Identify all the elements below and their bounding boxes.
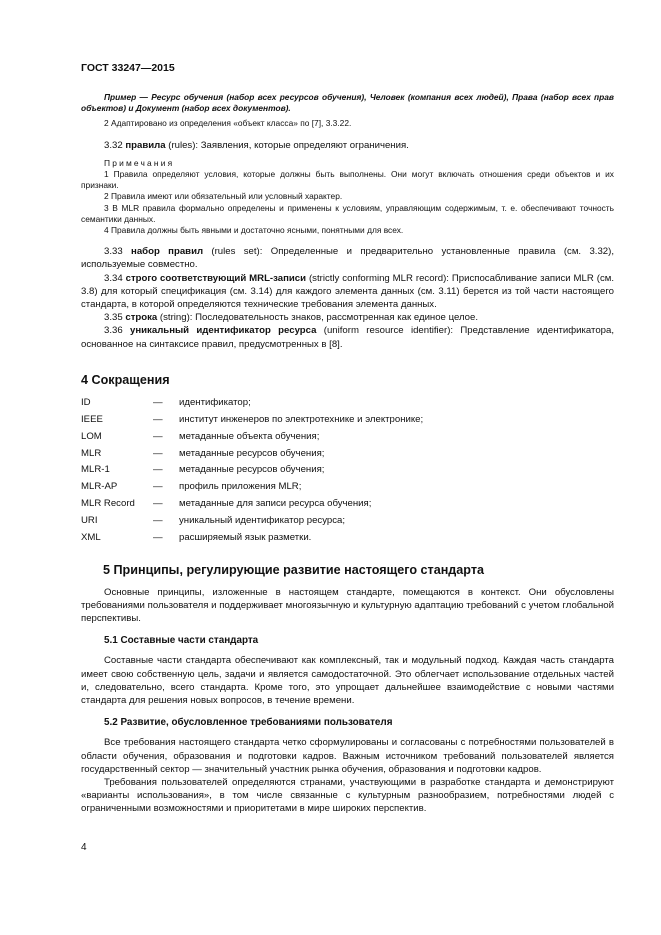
dash: —	[153, 396, 163, 408]
section-5-2-paragraph-1: Все требования настоящего стандарта четко сформулированы и согласованы с потребностями пользователей в области обучения, образования и подготовки кадров. Важным источником требований пользователей является государственный сектор — значительный участник рынка обучения, образования и подготовки кадров.	[81, 737, 614, 775]
adapted-note: 2 Адаптировано из определения «объект класса» по [7], 3.3.22.	[104, 118, 352, 129]
definition-body: (rules): Заявления, которые определяют ограничения.	[165, 139, 409, 151]
dash: —	[153, 430, 163, 442]
abbreviation-description: идентификатор;	[179, 396, 251, 408]
definition-body: (uniform resource identifier): Представление идентификатора, основанное на синтаксисе правил, предусмотренных в [8].	[81, 325, 614, 350]
section-5-intro: Основные принципы, изложенные в настоящем стандарте, помещаются в контекст. Они обусловлены требованиями пользователя и поддерживает многоязычную и культурную адаптацию требований с учетом глобальной перспективы.	[81, 586, 614, 625]
dash: —	[153, 447, 163, 459]
definition-term: набор правил	[131, 246, 204, 258]
table-row	[81, 498, 423, 515]
definition-number: 3.36	[104, 325, 123, 337]
table-row	[81, 448, 423, 465]
note-2: 2 Правила имеют или обязательный или условный характер.	[104, 191, 343, 202]
definition-3-35	[81, 311, 614, 324]
table-row	[81, 414, 423, 431]
section-5-2-title: 5.2 Развитие, обусловленное требованиями пользователя	[104, 717, 393, 729]
abbreviation-description: метаданные ресурсов обучения;	[179, 464, 325, 476]
definition-number: 3.32	[104, 139, 123, 151]
dash: —	[153, 413, 163, 425]
table-row	[81, 397, 423, 414]
abbreviation-description: метаданные для записи ресурса обучения;	[179, 498, 372, 510]
example-text: Пример — Ресурс обучения (набор всех ресурсов обучения), Человек (компания всех людей), Права (набор всех прав объектов) и Документ (набор всех документов).	[81, 92, 614, 114]
dash: —	[153, 464, 163, 476]
abbreviation: XML	[81, 531, 101, 543]
definition-3-33	[81, 245, 614, 271]
abbreviation-description: уникальный идентификатор ресурса;	[179, 515, 346, 527]
abbreviation-description: расширяемый язык разметки.	[179, 531, 312, 543]
abbreviation: MLR Record	[81, 498, 135, 510]
note-3: 3 В MLR правила формально определены и применены к условиям, управляющим содержимым, т. е. обеспечивают точность семантики данных.	[81, 202, 614, 224]
table-row	[81, 464, 423, 481]
definition-term: уникальный идентификатор ресурса	[130, 325, 317, 337]
abbreviation: IEEE	[81, 413, 103, 425]
section-5-title: 5 Принципы, регулирующие развитие настоящего стандарта	[103, 562, 484, 577]
definition-number: 3.34	[104, 272, 123, 284]
definition-body: (strictly conforming MLR record): Приспосабливание записи MLR (см. 3.8) для который спецификация (см. 3.14) для каждого элемента данных (см. 3.11) берется из той части настоящего стандарта, в которой определяются технические требования элемента данных.	[81, 272, 614, 311]
abbreviations-table	[81, 397, 423, 549]
definition-term: правила	[125, 139, 166, 151]
section-4-title: 4 Сокращения	[81, 372, 170, 387]
section-5-1-title: 5.1 Составные части стандарта	[104, 635, 259, 647]
note-1: 1 Правила определяют условия, которые должны быть выполнены. Они могут включать отношения среди объектов и их признаки.	[81, 169, 614, 191]
abbreviation: URI	[81, 515, 98, 527]
page-content	[81, 92, 614, 816]
abbreviation-description: метаданные ресурсов обучения;	[179, 447, 325, 459]
table-row	[81, 481, 423, 498]
document-code-header: ГОСТ 33247—2015	[81, 62, 175, 74]
definition-term: строка	[125, 312, 158, 324]
section-5-1-text: Составные части стандарта обеспечивают как комплексный, так и модульный подход. Каждая часть стандарта имеет свою собственную цель, задачи и является самодостаточной. Это облегчает использование отдельных частей и, следовательно, всего стандарта. Кроме того, это упрощает дальнейшее взаимодействие с новыми частями стандарта для решения новых вопросов, в течение времени.	[81, 655, 614, 707]
table-row	[81, 532, 423, 549]
definition-body: (rules set): Определенные и предварительно установленные правила (см. 3.32), используемые совместно.	[81, 246, 614, 271]
table-row	[81, 431, 423, 448]
table-row	[81, 515, 423, 532]
dash: —	[153, 515, 163, 527]
definition-number: 3.33	[104, 246, 123, 258]
abbreviation: MLR-1	[81, 464, 110, 476]
abbreviation: ID	[81, 396, 91, 408]
definition-3-36	[81, 324, 614, 350]
abbreviation-description: метаданные объекта обучения;	[179, 430, 320, 442]
definition-3-32	[81, 139, 614, 152]
dash: —	[153, 531, 163, 543]
section-5-2-paragraph-2: Требования пользователей определяются странами, участвующими в разработке стандарта и демонстрируют «варианты использования», в том числе связанные с культурным разнообразием, потребностями людей с ограниченными возможностями и приоритетами в мире широких перспектив.	[81, 776, 614, 815]
abbreviation: LOM	[81, 430, 102, 442]
notes-title: Примечания	[104, 157, 175, 168]
definition-term: строго соответствующий MRL-записи	[125, 272, 307, 284]
abbreviation: MLR	[81, 447, 102, 459]
dash: —	[153, 481, 163, 493]
abbreviation-description: институт инженеров по электротехнике и электронике;	[179, 413, 424, 425]
abbreviation-description: профиль приложения MLR;	[179, 481, 302, 493]
note-4: 4 Правила должны быть явными и достаточно ясными, понятными для всех.	[104, 225, 404, 236]
abbreviation: MLR-AP	[81, 481, 118, 493]
dash: —	[153, 498, 163, 510]
definition-number: 3.35	[104, 312, 123, 324]
definition-body: (string): Последовательность знаков, рассмотренная как единое целое.	[157, 312, 479, 324]
page-number: 4	[81, 842, 87, 853]
definition-3-34	[81, 272, 614, 312]
